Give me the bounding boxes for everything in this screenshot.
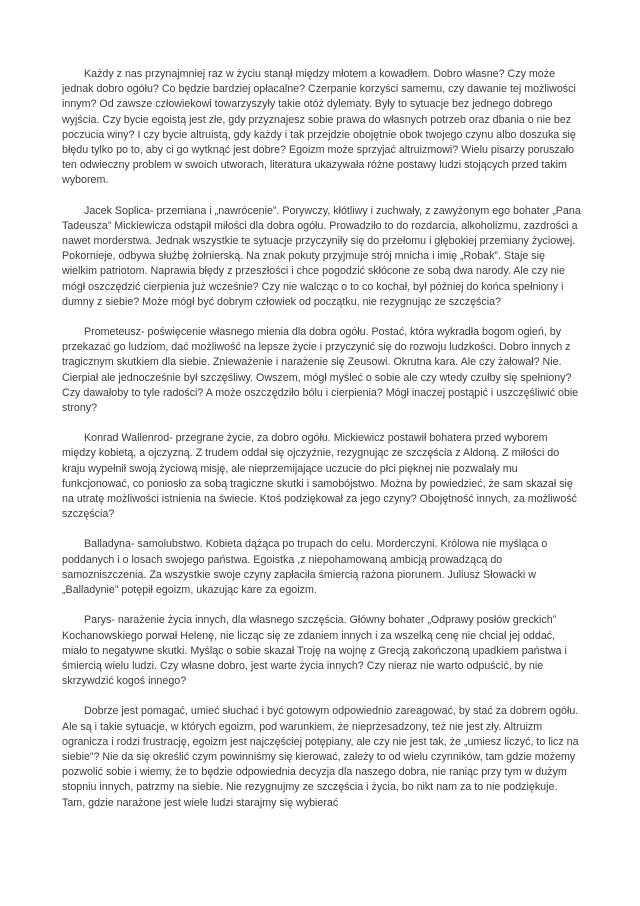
paragraph-parys: Parys- narażenie życia innych, dla własnego szczęścia. Główny bohater „Odprawy posłów greckich” Kochanowskiego porwał Helenę, nie licząc się ze zdaniem innych i za wszelką cenę nie chciał jej oddać, miało to negatywne skutki. Myśląc o sobie skazał Troję na wojnę z Grecją zakończoną upadkiem państwa i śmiercią wielu ludzi. Czy własne dobro, jest warte życia innych? Czy nieraz nie warto odpuścić, by nie skrzywdzić kogoś innego? (62, 614, 567, 688)
paragraph-intro-dilemma: Każdy z nas przynajmniej raz w życiu stanął między młotem a kowadłem. Dobro własne? Czy może jednak dobro ogółu? Co będzie bardziej opłacalne? Czerpanie korzyści samemu, czy dawanie tej możliwości innym? Od zawsze człowiekowi towarzyszyły takie otóż dylematy. Były to sytuacje bez jednego dobrego wyjścia. Czy bycie egoistą jest złe, gdy przyznajesz sobie prawa do własnych potrzeb oraz dbania o nie bez poczucia winy? I czy bycie altruistą, gdy każdy i tak przejdzie obojętnie obok twojego czynu albo doszuka się błędu tylko po to, aby ci go wytknąć jest dobre? Egoizm może sprzyjać altruizmowi? Wielu pisarzy poruszało ten odwieczny problem w swoich utworach, literatura ukazywała różne postawy ludzi stojących przed takim wyborem. (62, 68, 576, 187)
paragraph-prometeusz: Prometeusz- poświęcenie własnego mienia dla dobra ogółu. Postać, która wykradła bogom ogień, by przekazać go ludziom, dać możliwość na lepsze życie i przyczynić się do rozwoju ludzkości. Dobro innych z tragicznym skutkiem dla siebie. Znieważenie i narażenie się Zeusowi. Okrutna kara. Ale czy żałował? Nie. Cierpiał ale jednocześnie był szczęśliwy. Owszem, mógł myśleć o sobie ale czy wtedy czułby się spełniony? Czy dawałoby to tyle radości? A może oszczędziło bólu i cierpienia? Mógł inaczej postąpić i uszczęśliwić obie strony? (62, 326, 579, 415)
paragraph-balladyna: Balladyna- samolubstwo. Kobieta dążąca po trupach do celu. Morderczyni. Królowa nie myśląca o poddanych i o losach swojego państwa. Egoistka ,z niepohamowaną ambicją prowadzącą do samozniszczenia. Za wszystkie swoje czyny zapłaciła śmiercią rażona piorunem. Juliusz Słowacki w „Balladynie” potępił egoizm, ukazując kare za egoizm. (62, 538, 548, 597)
paragraph-jacek-soplica: Jacek Soplica- przemiana i „nawrócenie”. Porywczy, kłótliwy i zuchwały, z zawyżonym ego bohater „Pana Tadeusza” Mickiewicza odstąpił miłości dla dobra ogółu. Prowadziło to do rozdarcia, alkoholizmu, zazdrości a nawet morderstwa. Jednak wszystkie te sytuacje przyczyniły się do przełomu i głębokiej przemiany życiowej. Pokornieje, odbywa służbę żołnierską. Na znak pokuty przyjmuje strój mnicha i imię „Robak”. Staje się wielkim patriotom. Naprawia błędy z przeszłości i chce pogodzić skłócone ze sobą dwa narody. Ale czy nie mógł oszczędzić cierpienia już wcześnie? Czy nie walcząc o to co kochał, był później do końca spełniony i dumny z siebie? Może mógł być dobrym człowiek od początku, nie rezygnując ze szczęścia? (62, 204, 581, 308)
paragraph-konrad-wallenrod: Konrad Wallenrod- przegrane życie, za dobro ogółu. Mickiewicz postawił bohatera przed wyborem między kobietą, a ojczyzną. Z trudem oddał się ojczyźnie, rezygnując ze szczęścia z Aldoną. Z miłości do kraju wypełnił swoją życiową misję, ale nieprzemijające uczucie do płci pięknej nie pozwalały mu funkcjonować, co poniosło za sobą tragiczne skutki i samobójstwo. Można by powiedzieć, że sam skazał się na utratę możliwości istnienia na świecie. Ktoś podziękował za jego czyny? Obojętność innych, za możliwość szczęścia? (62, 432, 578, 521)
paragraph-conclusion: Dobrze jest pomagać, umieć słuchać i być gotowym odpowiednio zareagować, by stać za dobrem ogółu. Ale są i takie sytuacje, w których egoizm, pod warunkiem, że nieprzesadzony, też nie jest zły. Altruizm ogranicza i rodzi frustrację, egoizm jest najczęściej potępiany, ale czy nie jest tak, że „umiesz liczyć, to licz na siebie”? Nie da się określić czym powinniśmy się kierować, zależy to od wielu czynników, tam gdzie możemy pozwolić sobie i wiemy, że to będzie odpowiednia decyzja dla naszego dobra, nie raniąc przy tym w dużym stopniu innych, patrzmy na siebie. Nie rezygnujmy ze szczęścia i życia, bo nikt nam za to nie podziękuje. Tam, gdzie narażone jest wiele ludzi starajmy się wybierać (62, 705, 579, 809)
document-body (62, 67, 582, 811)
